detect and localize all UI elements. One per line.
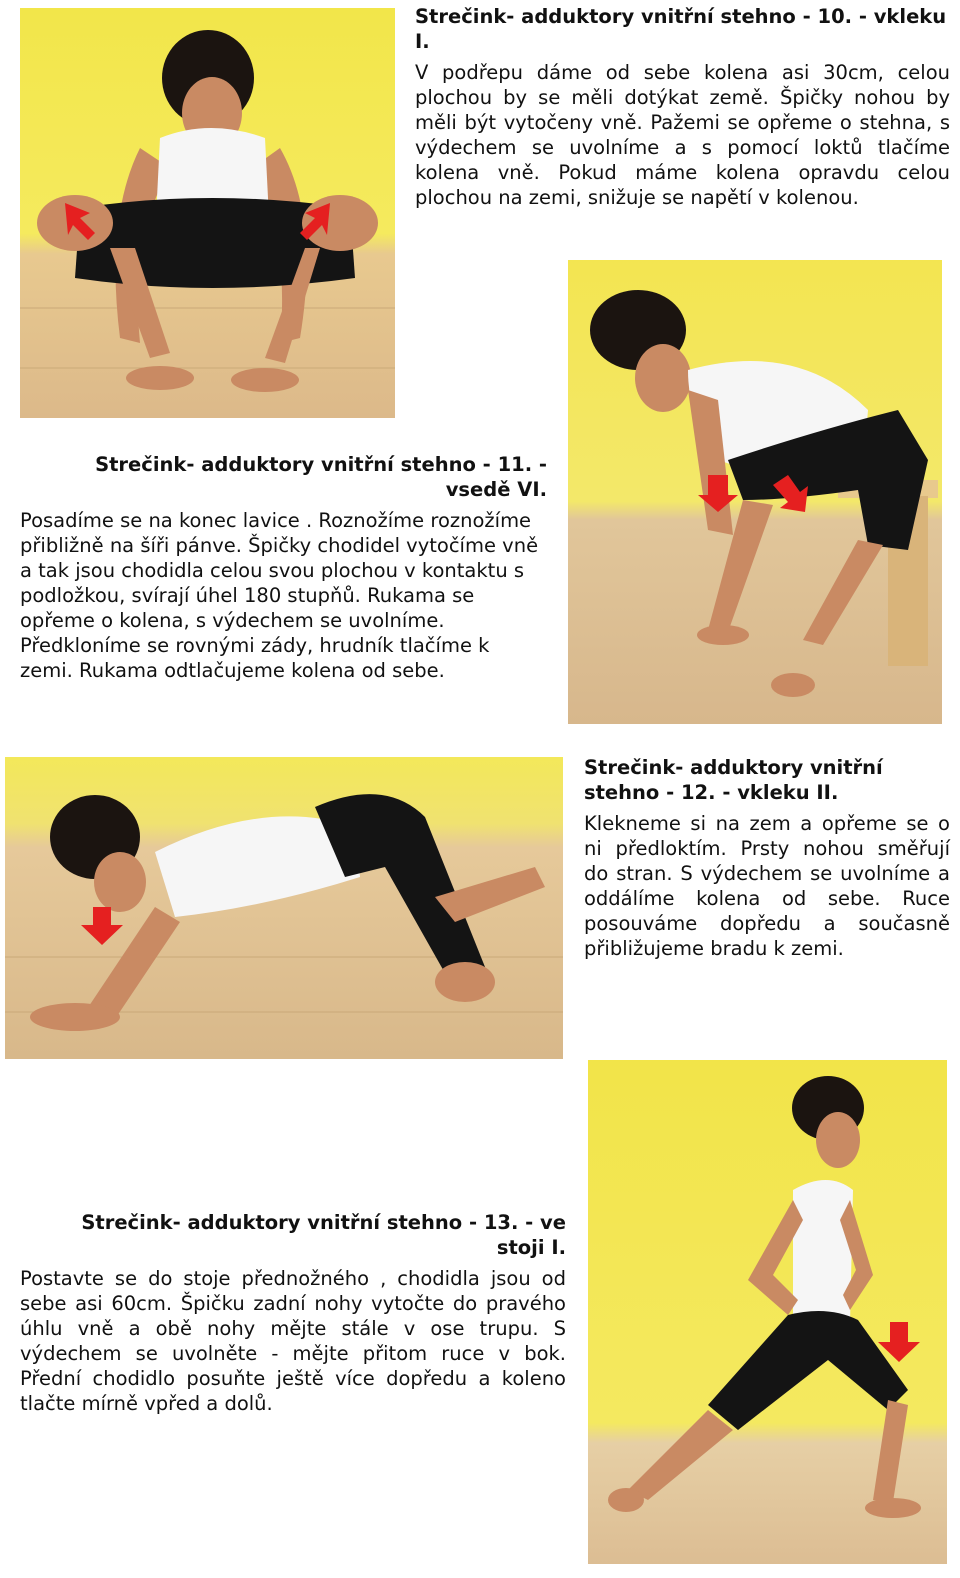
section-12 [584, 755, 950, 961]
section-11 [20, 452, 547, 683]
section-text: V podřepu dáme od sebe kolena asi 30cm, celou plochou by se měli dotýkat země. Špičky nohou by měli být vytočeny vně. Pažemi se opřeme o stehna, s výdechem se uvolníme a s pomocí loktů tlačíme kolena vně. Pokud máme kolena opravdu celou plochou na zemi, snižuje se napětí v kolenou. [415, 61, 950, 209]
section-text: Klekneme si na zem a opřeme se o ni předloktím. Prsty nohou směřují do stran. S výdechem se uvolníme a oddálíme kolena od sebe. Ruce posouváme dopředu a současně přibližujeme bradu k zemi. [584, 812, 950, 960]
section-13 [20, 1210, 566, 1416]
squat-photo [20, 8, 395, 418]
standing-lunge-photo [588, 1060, 947, 1564]
section-title: Strečink- adduktory vnitřní stehno - 13. - ve stoji I. [81, 1211, 566, 1259]
section-text: Postavte se do stoje přednožného , chodidla jsou od sebe asi 60cm. Špičku zadní nohy vytočte do pravého úhlu vně a obě nohy mějte stále v ose trupu. S výdechem se uvolněte - mějte přitom ruce v bok. Přední chodidlo posuňte ještě více dopředu a koleno tlačte mírně vpřed a dolů. [20, 1267, 566, 1415]
bench-photo [568, 260, 942, 724]
red-arrow-icon [878, 1322, 920, 1362]
section-text: Posadíme se na konec lavice . Roznožíme roznožíme přibližně na šíři pánve. Špičky chodidel vytočíme vně a tak jsou chodidla celou svou plochou v kontaktu s podložkou, svírají úhel 180 stupňů. Rukama se opřeme o kolena, s výdechem se uvolníme. Předkloníme se rovnými zády, hrudník tlačíme k zemi. Rukama odtlačujeme kolena od sebe. [20, 509, 539, 682]
section-title: Strečink- adduktory vnitřní stehno - 11. - vsedě VI. [95, 453, 547, 501]
red-arrow-icon [81, 907, 123, 945]
section-10 [415, 4, 950, 210]
section-title: Strečink- adduktory vnitřní stehno - 12. - vkleku II. [584, 756, 883, 804]
section-title: Strečink- adduktory vnitřní stehno - 10. - vkleku I. [415, 5, 947, 53]
kneeling-photo [5, 757, 563, 1059]
